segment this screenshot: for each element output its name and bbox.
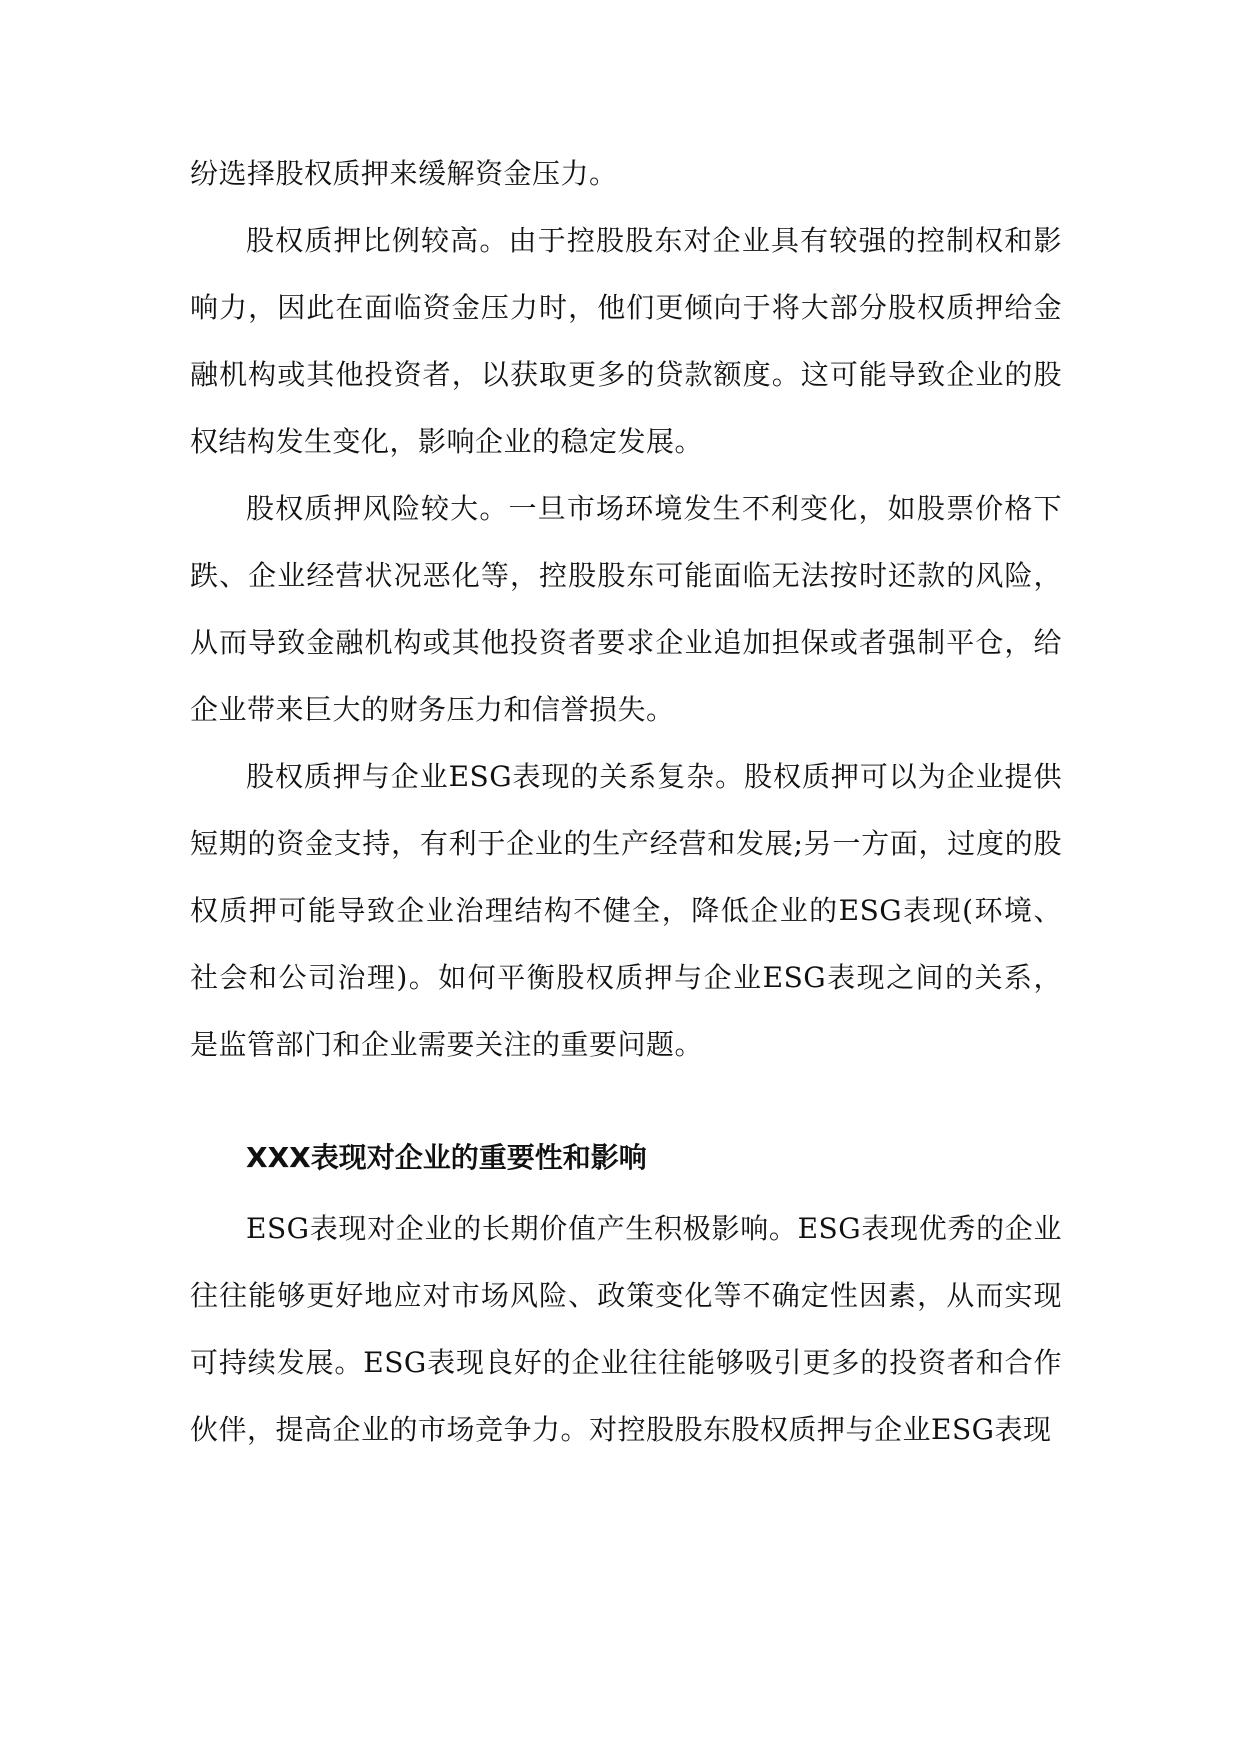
text-column: [190, 140, 1062, 1463]
paragraph-esg-impact: ESG表现对企业的长期价值产生积极影响。ESG表现优秀的企业往往能够更好地应对市场风险、政策变化等不确定性因素，从而实现可持续发展。ESG表现良好的企业往往能够吸引更多的投资者和合作伙伴，提高企业的市场竞争力。对控股股东股权质押与企业ESG表现: [190, 1212, 1062, 1446]
paragraph-pledge-esg-relation: 股权质押与企业ESG表现的关系复杂。股权质押可以为企业提供短期的资金支持，有利于企业的生产经营和发展;另一方面，过度的股权质押可能导致企业治理结构不健全，降低企业的ESG表现(环境、社会和公司治理)。如何平衡股权质押与企业ESG表现之间的关系，是监管部门和企业需要关注的重要问题。: [190, 760, 1062, 1061]
paragraph-pledge-risk: 股权质押风险较大。一旦市场环境发生不利变化，如股票价格下跌、企业经营状况恶化等，控股股东可能面临无法按时还款的风险，从而导致金融机构或其他投资者要求企业追加担保或者强制平仓，给企业带来巨大的财务压力和信誉损失。: [190, 492, 1062, 726]
paragraph-pledge-ratio: 股权质押比例较高。由于控股股东对企业具有较强的控制权和影响力，因此在面临资金压力时，他们更倾向于将大部分股权质押给金融机构或其他投资者，以获取更多的贷款额度。这可能导致企业的股权结构发生变化，影响企业的稳定发展。: [190, 224, 1062, 458]
section-heading: XXX表现对企业的重要性和影响: [246, 1141, 647, 1174]
paragraph-continued: 纷选择股权质押来缓解资金压力。: [190, 157, 618, 190]
